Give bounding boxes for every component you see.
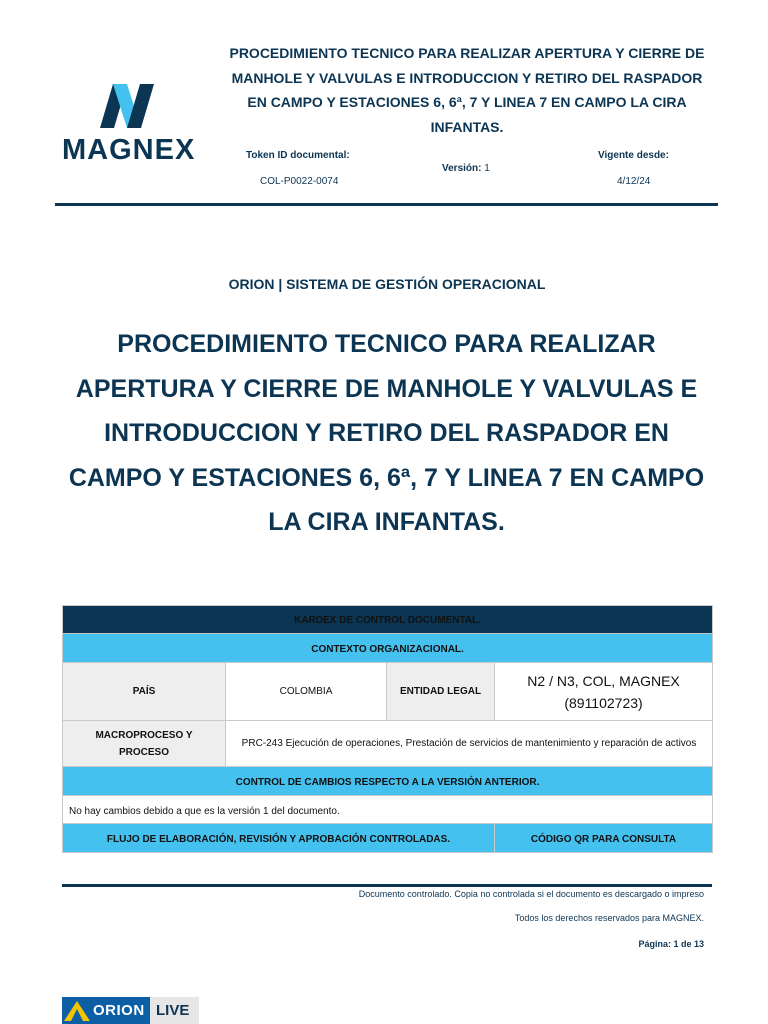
live-word: LIVE bbox=[156, 1002, 190, 1019]
header-divider bbox=[55, 203, 718, 206]
flow-row bbox=[63, 824, 713, 853]
vigente-value: 4/12/24 bbox=[617, 176, 651, 187]
kardex-heading-row bbox=[63, 606, 713, 634]
pais-value: COLOMBIA bbox=[226, 663, 387, 721]
version-value: 1 bbox=[484, 163, 490, 174]
token-value: COL-P0022-0074 bbox=[260, 176, 339, 187]
qr-heading: CÓDIGO QR PARA CONSULTA bbox=[495, 824, 713, 853]
entidad-label: ENTIDAD LEGAL bbox=[387, 663, 495, 721]
system-title: ORION | SISTEMA DE GESTIÓN OPERACIONAL bbox=[228, 276, 546, 292]
version-field bbox=[442, 163, 490, 174]
main-title: PROCEDIMIENTO TECNICO PARA REALIZAR APERTURA Y CIERRE DE MANHOLE Y VALVULAS E INTRODUCCION Y RETIRO DEL RASPADOR EN CAMPO Y ESTACIONES 6, 6ª, 7 Y LINEA 7 EN CAMPO LA CIRA INFANTAS. bbox=[68, 330, 705, 536]
context-row bbox=[63, 634, 713, 663]
kardex-table bbox=[62, 605, 713, 853]
changes-heading-row bbox=[63, 767, 713, 796]
macro-label: MACROPROCESO Y PROCESO bbox=[63, 721, 226, 767]
context-heading: CONTEXTO ORGANIZACIONAL. bbox=[63, 634, 713, 663]
token-label: Token ID documental: bbox=[246, 150, 350, 161]
pais-row bbox=[63, 663, 713, 721]
vigente-label: Vigente desde: bbox=[598, 150, 669, 161]
header-title: PROCEDIMIENTO TECNICO PARA REALIZAR APERTURA Y CIERRE DE MANHOLE Y VALVULAS E INTRODUCCION Y RETIRO DEL RASPADOR EN CAMPO Y ESTACIONES 6, 6ª, 7 Y LINEA 7 EN CAMPO LA CIRA INFANTAS. bbox=[229, 45, 705, 135]
pais-label: PAÍS bbox=[63, 663, 226, 721]
version-label: Versión: bbox=[442, 163, 482, 174]
entidad-value: N2 / N3, COL, MAGNEX (891102723) bbox=[495, 663, 713, 721]
controlled-note: Documento controlado. Copia no controlada si el documento es descargado o impreso bbox=[358, 889, 704, 899]
orion-live-logo bbox=[62, 997, 199, 1024]
logo-wordmark: MAGNEX bbox=[62, 134, 196, 166]
footer-divider bbox=[62, 884, 712, 887]
rights-note: Todos los derechos reservados para MAGNEX. bbox=[514, 913, 704, 923]
magnex-logo bbox=[60, 84, 200, 168]
orion-triangle-icon bbox=[64, 1001, 90, 1021]
orion-word: ORION bbox=[93, 1002, 145, 1019]
kardex-heading: KARDEX DE CONTROL DOCUMENTAL. bbox=[63, 606, 713, 634]
magnex-mark-icon bbox=[100, 84, 156, 130]
changes-heading: CONTROL DE CAMBIOS RESPECTO A LA VERSIÓN ANTERIOR. bbox=[63, 767, 713, 796]
flow-heading: FLUJO DE ELABORACIÓN, REVISIÓN Y APROBACIÓN CONTROLADAS. bbox=[63, 824, 495, 853]
changes-note-row bbox=[63, 796, 713, 824]
macro-row bbox=[63, 721, 713, 767]
changes-note: No hay cambios debido a que es la versión 1 del documento. bbox=[63, 796, 713, 824]
macro-value: PRC-243 Ejecución de operaciones, Prestación de servicios de mantenimiento y reparación de activos bbox=[226, 721, 713, 767]
live-badge bbox=[150, 997, 199, 1024]
page-number: Página: 1 de 13 bbox=[638, 939, 704, 949]
